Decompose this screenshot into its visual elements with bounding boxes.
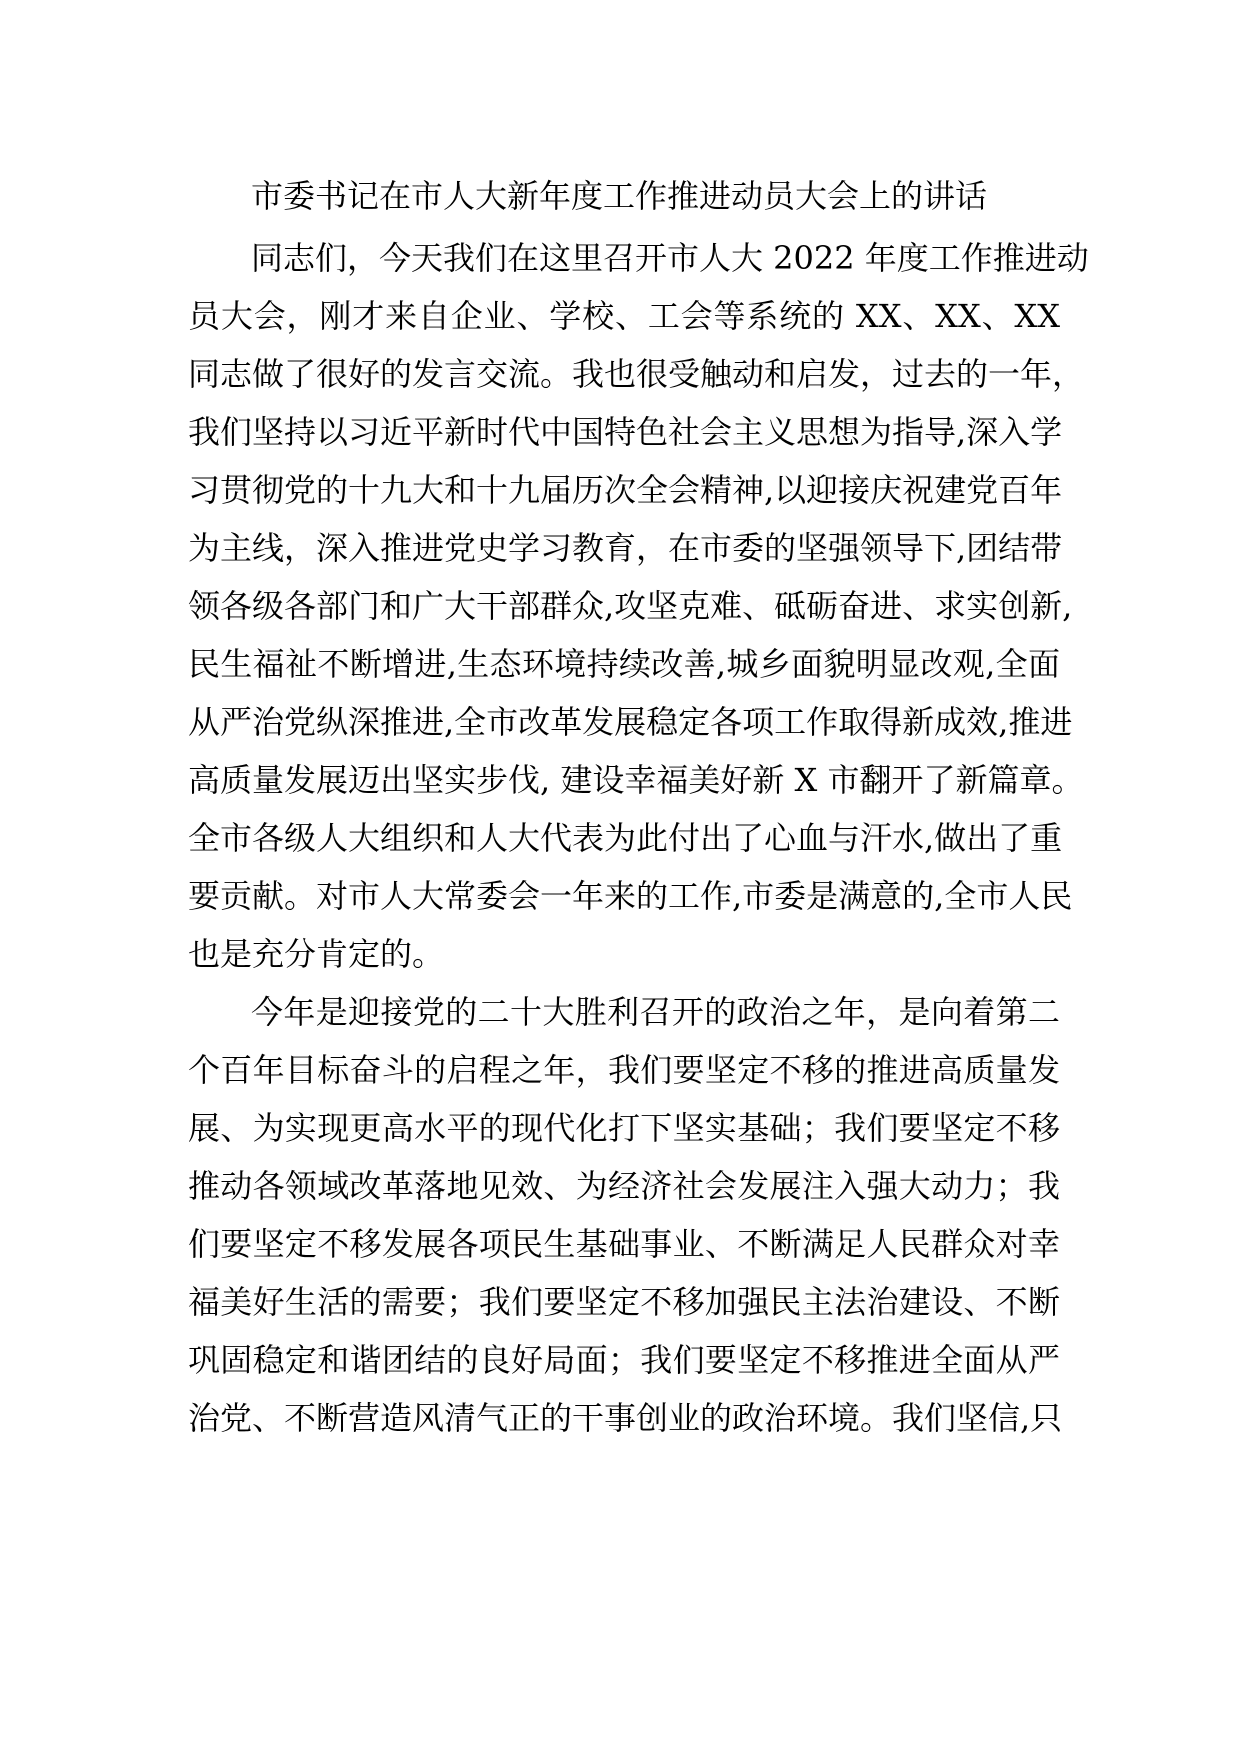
paragraph-line: 民生福祉不断增进,生态环境持续改善,城乡面貌明显改观,全面 [188,645,1060,683]
paragraph-line: 习贯彻党的十九大和十九届历次全会精神,以迎接庆祝建党百年 [188,471,1063,509]
document-title: 市委书记在市人大新年度工作推进动员大会上的讲话 [251,177,988,215]
paragraph-line: 福美好生活的需要；我们要坚定不移加强民主法治建设、不断 [188,1283,1060,1321]
paragraph-line: 我们坚持以习近平新时代中国特色社会主义思想为指导,深入学 [188,413,1063,451]
paragraph-line: 推动各领域改革落地见效、为经济社会发展注入强大动力；我 [188,1167,1060,1205]
paragraph-line: 也是充分肯定的。 [188,935,445,973]
paragraph-line: 同志做了很好的发言交流。我也很受触动和启发，过去的一年， [188,355,1085,393]
paragraph-line: 全市各级人大组织和人大代表为此付出了心血与汗水,做出了重 [188,819,1063,857]
paragraph-line: 个百年目标奋斗的启程之年，我们要坚定不移的推进高质量发 [188,1051,1060,1089]
paragraph-line: 从严治党纵深推进,全市改革发展稳定各项工作取得新成效,推进 [188,703,1073,741]
paragraph-line: 展、为实现更高水平的现代化打下坚实基础；我们要坚定不移 [188,1109,1060,1147]
paragraph-line: 要贡献。对市人大常委会一年来的工作,市委是满意的,全市人民 [188,877,1073,915]
paragraph-line: 治党、不断营造风清气正的干事创业的政治环境。我们坚信,只 [188,1399,1063,1437]
paragraph-line: 同志们，今天我们在这里召开市人大 2022 年度工作推进动 [251,239,1089,277]
paragraph-line: 今年是迎接党的二十大胜利召开的政治之年，是向着第二 [251,993,1060,1031]
paragraph-line: 高质量发展迈出坚实步伐, 建设幸福美好新 X 市翻开了新篇章。 [188,761,1084,799]
paragraph-line: 员大会，刚才来自企业、学校、工会等系统的 XX、XX、XX [188,297,1060,335]
paragraph-line: 为主线，深入推进党史学习教育，在市委的坚强领导下,团结带 [188,529,1063,567]
paragraph-line: 巩固稳定和谐团结的良好局面；我们要坚定不移推进全面从严 [188,1341,1060,1379]
paragraph-line: 们要坚定不移发展各项民生基础事业、不断满足人民群众对幸 [188,1225,1060,1263]
paragraph-line: 领各级各部门和广大干部群众,攻坚克难、砥砺奋进、求实创新, [188,587,1073,625]
